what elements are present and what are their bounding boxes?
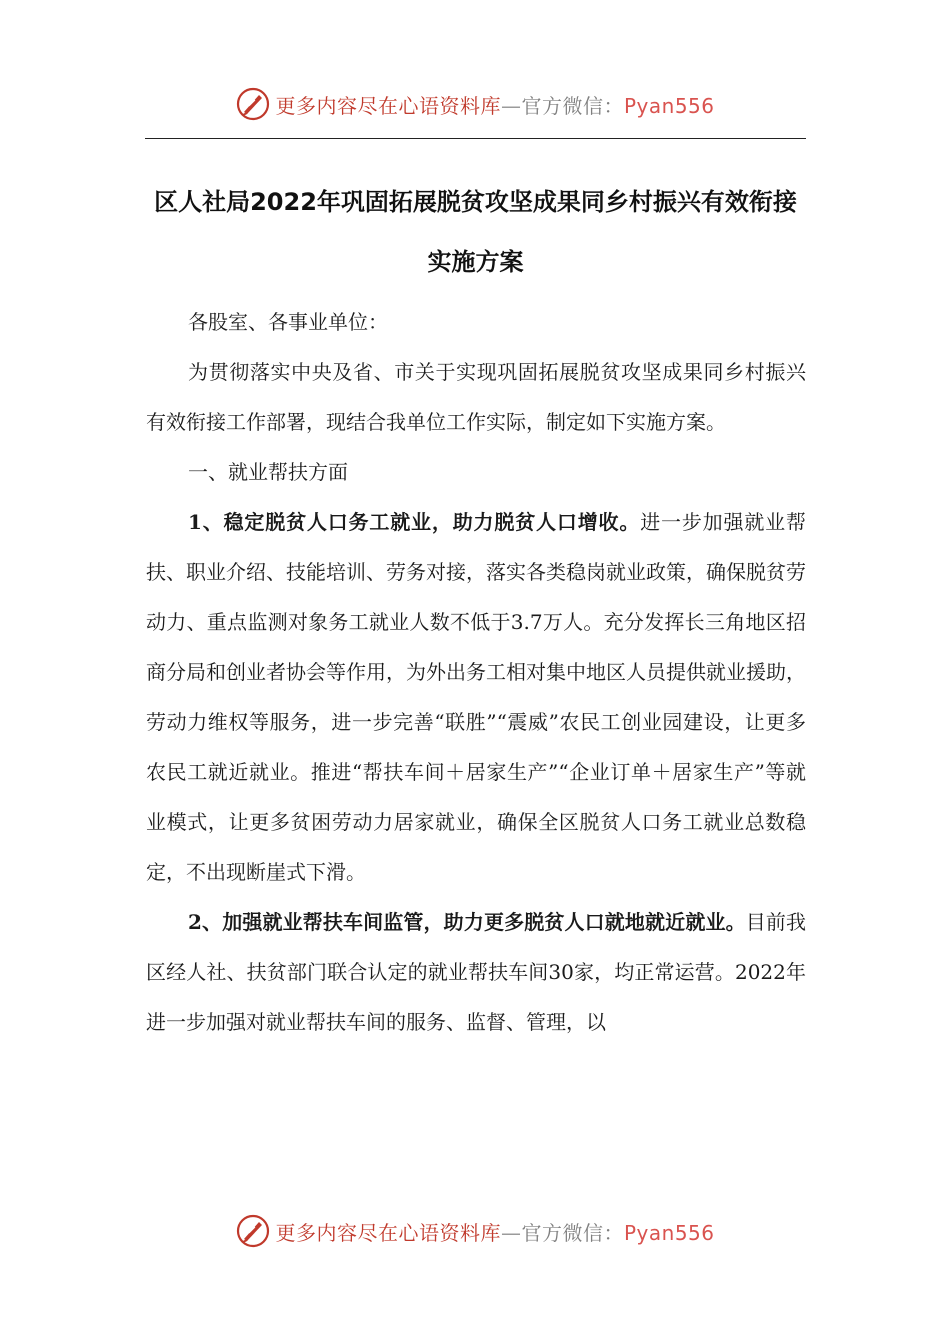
item-1-paragraph <box>146 497 806 897</box>
header-banner <box>0 84 950 124</box>
wechat-id: Pyan556 <box>623 93 715 118</box>
intro-paragraph: 为贯彻落实中央及省、市关于实现巩固拓展脱贫攻坚成果同乡村振兴有效衔接工作部署，现结合我单位工作实际，制定如下实施方案。 <box>146 360 806 434</box>
section-heading: 一、就业帮扶方面 <box>188 460 348 484</box>
header-divider <box>145 138 806 139</box>
banner-text: 更多内容尽在心语资料库—官方微信：Pyan556 <box>275 1220 715 1245</box>
banner-text: 更多内容尽在心语资料库—官方微信：Pyan556 <box>275 93 715 118</box>
item-2-paragraph <box>146 897 806 1047</box>
salutation: 各股室、各事业单位： <box>188 310 388 334</box>
document-title: 区人社局2022年巩固拓展脱贫攻坚成果同乡村振兴有效衔接实施方案 <box>154 188 797 276</box>
item-2-body: 目前我区经人社、扶贫部门联合认定的就业帮扶车间30家，均正常运营。2022年进一步加强对就业帮扶车间的服务、监督、管理，以 <box>146 910 807 1034</box>
wechat-id: Pyan556 <box>623 1220 715 1245</box>
item-1-body: 进一步加强就业帮扶、职业介绍、技能培训、劳务对接，落实各类稳岗就业政策，确保脱贫劳动力、重点监测对象务工就业人数不低于3.7万人。充分发挥长三角地区招商分局和创业者协会等作用，为外出务工相对集中地区人员提供就业援助，劳动力维权等服务，进一步完善“联胜”“震威”农民工创业园建设，让更多农民工就近就业。推进“帮扶车间＋居家生产”“企业订单＋居家生产”等就业模式，让更多贫困劳动力居家就业，确保全区脱贫人口务工就业总数稳定，不出现断崖式下滑。 <box>146 510 806 884</box>
footer-banner <box>0 1211 950 1251</box>
item-2-lead: 2、加强就业帮扶车间监管，助力更多脱贫人口就地就近就业。 <box>188 910 746 934</box>
quill-logo-icon <box>235 86 271 122</box>
document-body <box>146 297 806 1047</box>
item-1-lead: 1、稳定脱贫人口务工就业，助力脱贫人口增收。 <box>188 510 641 534</box>
quill-logo-icon <box>235 1213 271 1249</box>
